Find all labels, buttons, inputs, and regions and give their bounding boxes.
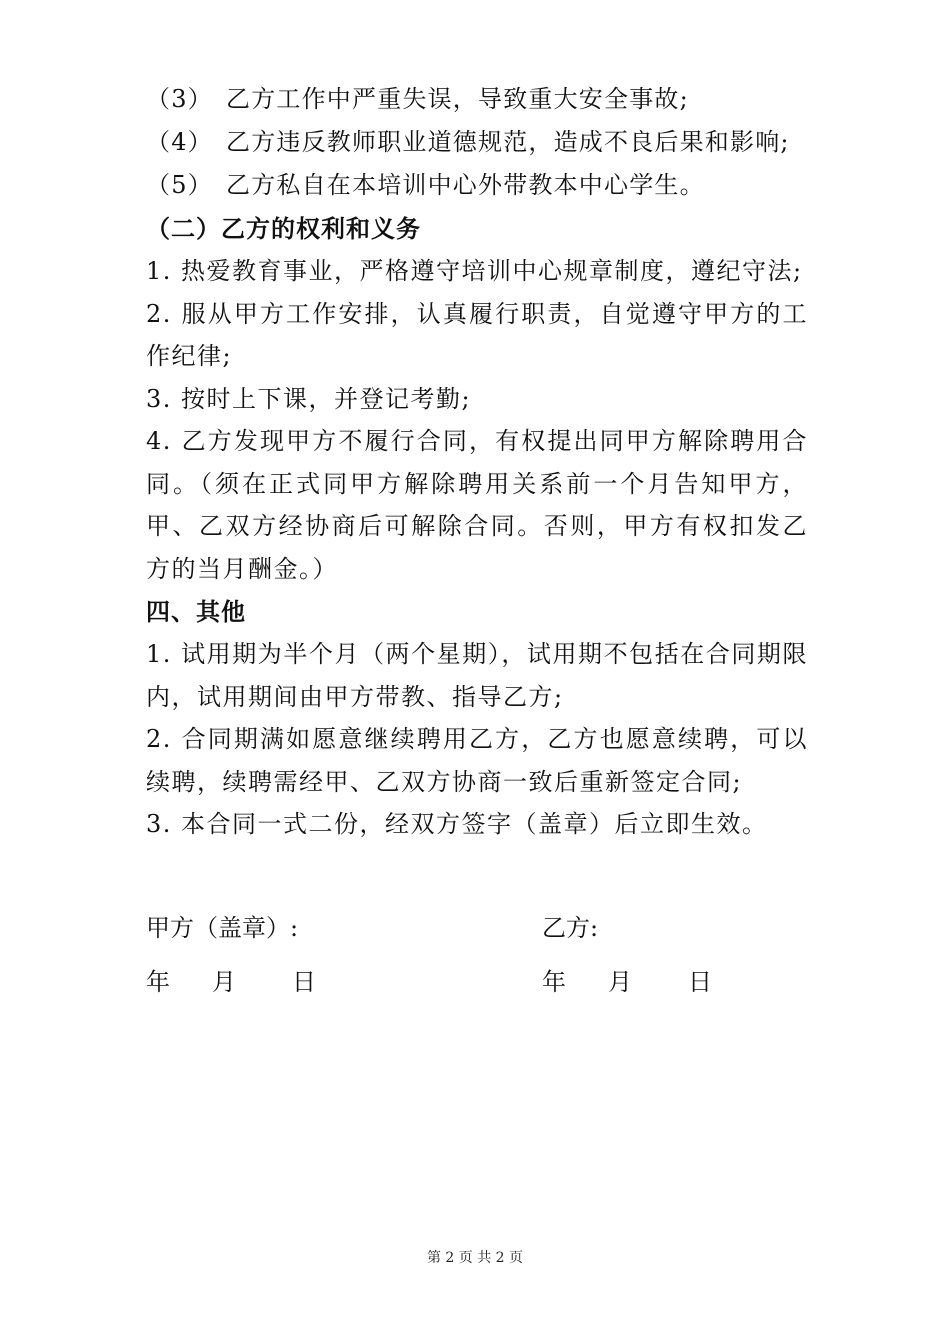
date-month: 月: [212, 968, 236, 996]
rights-item-4: 4. 乙方发现甲方不履行合同，有权提出同甲方解除聘用合同。（须在正式同甲方解除聘用关系前一个月告知甲方，甲、乙双方经协商后可解除合同。否则，甲方有权扣发乙方的当月酬金。）: [146, 427, 808, 583]
signature-block: [146, 908, 808, 1016]
date-row: [146, 962, 808, 1016]
clause-number: （4）: [146, 128, 213, 156]
date-year: 年: [146, 968, 170, 996]
clause-item-4: [146, 121, 808, 164]
rights-item-3: 3. 按时上下课，并登记考勤;: [146, 384, 472, 413]
other-item-1: 1. 试用期为半个月（两个星期），试用期不包括在合同期限内，试用期间由甲方带教、指导乙方;: [146, 640, 808, 711]
party-a-date: [146, 962, 316, 997]
other-item-3: 3. 本合同一式二份，经双方签字（盖章）后立即生效。: [146, 810, 768, 838]
date-day: 日: [292, 968, 316, 996]
date-month: 月: [608, 968, 632, 996]
clause-text: 乙方违反教师职业道德规范，造成不良后果和影响;: [226, 128, 790, 156]
clause-text: 乙方工作中严重失误，导致重大安全事故;: [226, 85, 689, 113]
clause-item-3: [146, 78, 808, 121]
party-b-date: [542, 962, 712, 997]
clause-number: （5）: [146, 171, 213, 199]
clause-item-5: [146, 164, 808, 207]
party-b-signature: 乙方:: [542, 914, 599, 942]
rights-item-1: 1. 热爱教育事业，严格遵守培训中心规章制度，遵纪守法;: [146, 257, 803, 285]
date-day: 日: [688, 968, 712, 996]
document-body: [146, 78, 808, 846]
clause-text: 乙方私自在本培训中心外带教本中心学生。: [226, 171, 705, 199]
rights-item-2: 2. 服从甲方工作安排，认真履行职责，自觉遵守甲方的工作纪律;: [146, 299, 808, 370]
date-year: 年: [542, 968, 566, 996]
party-a-signature: 甲方（盖章）:: [146, 914, 299, 942]
other-item-2: 2. 合同期满如愿意继续聘用乙方，乙方也愿意续聘，可以续聘，续聘需经甲、乙双方协商一致后重新签定合同;: [146, 725, 808, 796]
section-heading-rights: （二）乙方的权利和义务: [146, 214, 421, 243]
signature-row: [146, 908, 808, 962]
section-heading-other: 四、其他: [146, 597, 246, 626]
clause-number: （3）: [146, 85, 213, 113]
page-footer: 第 2 页 共 2 页: [426, 1250, 524, 1266]
